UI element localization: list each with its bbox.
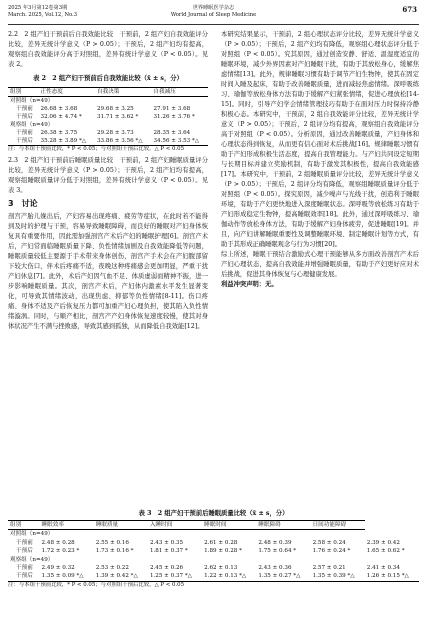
table2-cell: 33.86 ± 3.56 *△ [95,137,151,146]
table3-cell: 1.72 ± 0.23 * [41,548,80,555]
discussion-paragraph: 剖宫产胎儿娩出后，产妇容易出现疼痛、疲劳等症状，在此时若不能得到及时的护理与干预，容易导致睡眠障碍，而良好的睡眠对产妇身体恢复具有重要作用，因此需加强剖宫产术后产妇的睡眠护理[6]。剖宫产术后，产妇常面临睡眠质量下降、负性情绪加剧及自我效能降低等问题，睡眠质量较低主要源于手术带来身体创伤，剖宫产手术会在产妇腹部留下较大伤口，伴术后疼痛不适，夜晚这种疼痛感会更加明显，严重干扰产妇休息[7]。此外，术后产妇因气血不足、体质虚弱而精神不振，进一步影响睡眠质量。其次，剖宫产术后，产妇体内激素水平发生显著变化，可导致其情绪波动，出现焦虑、抑郁等负性情绪[8-11]。伤口疼痛、身体不适及产后恢复压力都可加重产妇心理负担，使其陷入负性情绪漩涡。同时，与顺产相比，剖宫产产妇身体恢复速度较慢，使其对身体状况产生不满与挫败感，导致其感到孤独，从而降低自我效能[12]。 [8,212,208,330]
table3-cell: 1.35 ± 0.27 *△ [256,572,310,581]
table2-cell: 31.71 ± 3.62 * [97,114,139,120]
table3-cell: 1.22 ± 0.13 *△ [202,572,256,581]
table2-cell: 32.06 ± 4.74 * [40,114,82,120]
table3-cell: 1.75 ± 0.64 * [258,548,297,555]
table2-header: 组别 [8,88,39,97]
table2-group: 观察组（n=49） [10,122,54,128]
left-column [8,30,208,332]
issue-en: March. 2025, Vol.12, No.3 [8,11,78,18]
table3 [8,520,419,582]
table3-cell: 2.43 ± 0.36 [258,565,292,572]
table2-cell: 27.91 ± 3.68 [153,106,191,112]
table3-cell: 1.76 ± 0.24 * [312,548,351,555]
table2-cell: 28.35 ± 3.64 [153,130,191,136]
table3-cell: 2.48 ± 0.28 [41,539,75,546]
table2-header: 正性态度 [39,88,95,97]
table3-cell: 1.35 ± 0.09 *△ [40,572,94,581]
table3-cell: 2.39 ± 0.42 [366,539,400,546]
table3-header: 睡眠效率 [40,521,94,530]
table3-header: 入睡时间 [148,521,202,530]
table3-cell: 2.49 ± 0.32 [41,565,75,572]
right-column [221,30,419,290]
table2-cell: 26.68 ± 3.68 [40,106,78,112]
table2-row-label: 干预后 [16,114,33,120]
table2-row-label: 干预后 [8,137,39,146]
section-2-3: 2.3 2 组产妇干预前后睡眠质量比较 干预前，2 组产妇睡眠质量评分比较，差异无统计学意义（P > 0.05）；干预后，2 组产妇均有提高，观察组睡眠质量评分低于对照组，差异有统计学意义（P < 0.05）。见表 3。 [8,156,208,194]
table2-caption: 表 2 2 组产妇干预前后自我效能比较（x̄ ± s，分） [33,75,183,82]
table3-cell: 2.53 ± 0.22 [95,565,129,572]
table3-cell: 2.41 ± 0.34 [366,565,400,572]
table2-cell: 26.38 ± 3.75 [40,130,78,136]
table3-cell: 2.58 ± 0.24 [312,539,346,546]
table3-row-label: 干预后 [16,548,33,555]
journal-name-cn: 世界睡眠医学杂志 [192,5,235,11]
issue-cn: 2025 年3月第12卷第3期 [8,5,68,11]
section-heading-discussion: 3 讨论 [8,198,38,208]
table2-note: 注：与本组干预前比较，* P < 0.05；与对照组干预后比较，△ P < 0.05 [8,146,185,152]
table3-row-label: 干预后 [8,572,40,581]
table3-note: 注：与本组干预前比较，* P < 0.05；与对照组干预后比较，△ P < 0.05 [8,581,185,588]
table3-cell: 2.43 ± 0.35 [149,539,184,546]
table3-cell: 1.73 ± 0.16 * [95,548,134,555]
table3-cell: 2.61 ± 0.28 [204,539,238,546]
table2-cell: 29.68 ± 3.25 [97,106,134,112]
table2-row-label: 干预前 [16,106,33,112]
table3-cell: 1.35 ± 0.39 *△ [311,572,365,581]
journal-name [8,5,419,18]
table2-row-label: 干预前 [16,130,33,136]
table3-group: 观察组（n=49） [10,556,54,563]
results-discussion-paragraph: 本研究结果显示，干预前，2 组心理状态评分比较，差异无统计学意义（P > 0.05）；干预后，2 组产妇均有降低，观察组心理状态评分低于对照组（P < 0.05）。究其原因，通过创造安静、舒适、温湿度适宜的睡眠环境，减少外界因素对产妇睡眠干扰，有助于其放松身心，缓解焦虑情绪[13]。此外，规律睡眠习惯有助于调节产妇生物钟，使其在固定时间入睡及起床，有助于改善睡眠质量，进而减轻焦虑情绪。深呼吸练习、瑜伽等放松身体方法有助于缓解产妇紧张情绪，促进心理放松[14-15]。同时，引导产妇学会情绪管理技巧有助于在面对压力时保持冷静积极心态。本研究中，干预前，2 组自我效能评分比较，差异无统计学意义（P > 0.05）；干预后，2 组评分均有提高，观察组自我效能评分高于对照组（P < 0.05）。分析原因，通过改善睡眠质量，产妇身体和心理状态得到恢复，从而更有信心面对术后挑战[16]。规律睡眠习惯有助于产妇形成积极生活态度，提高自我管理能力。与产妇共同设定短期与长期目标并建立奖励机制，有助于激发其积极性，提高自我效能感[17]。本研究中，干预前，2 组睡眠质量评分比较，差异无统计学意义（P > 0.05）；干预后，2 组评分均有降低，观察组睡眠质量评分低于对照组（P < 0.05）。探究原因，减少噪声与光线干扰，创造利于睡眠环境，有助于产妇更快地进入深度睡眠状态。深呼吸等放松练习有助于产妇形成稳定生物钟，提高睡眠效率[18]。此外，通过深呼吸练习、瑜伽动作等放松身体方法，有助于缓解产妇身体疲劳，促进睡眠[19]。并且，向产妇讲解睡眠重要性及调整睡眠环境、制定睡眠计划等方式，有助于其形成正确睡眠观念与行为习惯[20]。 [221,31,419,248]
table3-cell: 1.81 ± 0.37 * [149,548,188,555]
table2-cell: 29.28 ± 3.73 [97,130,134,136]
table3-cell: 1.89 ± 0.28 * [204,548,242,555]
table3-header: 睡眠时间 [202,521,256,530]
table3-caption: 表 3 2 组产妇干预前后睡眠质量比较（x̄ ± s，分） [138,510,289,517]
table2-cell: 34.56 ± 3.53 *△ [151,137,208,146]
running-header [8,4,419,25]
table3-cell: 2.48 ± 0.39 [258,539,292,546]
table3-group: 对照组（n=49） [10,531,54,538]
table3-header: 睡眠障碍 [256,521,310,530]
table3-cell: 2.62 ± 0.13 [204,565,238,572]
table3-header: 睡眠质量 [94,521,148,530]
section-2-2: 2.2 2 组产妇干预前后自我效能比较 干预前，2 组产妇自我效能评分比较，差异无统计学意义（P > 0.05）；干预后，2 组产妇均有提高，观察组自我效能评分高于对照组，差异有统计学意义（P < 0.05）。见表 2。 [8,31,208,68]
table2-header: 自我减压 [151,88,208,97]
table3-cell: 1.25 ± 0.37 *△ [148,572,202,581]
table3-header: 组别 [8,521,40,530]
table2 [8,87,208,146]
table3-cell: 1.26 ± 0.15 *△ [365,572,419,581]
table3-cell: 1.65 ± 0.62 * [366,548,405,555]
table3-cell: 2.57 ± 0.21 [312,565,346,572]
conclusion-paragraph: 综上所述，睡眠干预结合激励式心理干预能够从多方面改善剖宫产术后产妇心理状态，提高自我效能并增强睡眠质量，有助于产妇更好应对术后挑战，促进其身体恢复与心理健康发展。 [221,251,419,278]
table2-group: 对照组（n=49） [10,98,54,104]
table3-header: 日间功能障碍 [311,521,365,530]
table2-cell: 35.28 ± 3.89 *△ [39,137,95,146]
conflict-statement: 利益冲突声明：无。 [221,281,278,288]
table2-header: 自我决策 [95,88,151,97]
page-number: 673 [402,5,417,14]
table3-block [8,508,419,591]
table3-cell: 2.45 ± 0.26 [149,565,184,572]
table3-row-label: 干预前 [16,565,33,572]
table3-cell: 2.55 ± 0.16 [95,539,129,546]
journal-name-en: World Journal of Sleep Medicine [170,11,257,18]
table3-cell: 1.39 ± 0.42 *△ [94,572,148,581]
table3-row-label: 干预前 [16,539,33,546]
table2-cell: 31.26 ± 3.76 * [153,114,195,120]
